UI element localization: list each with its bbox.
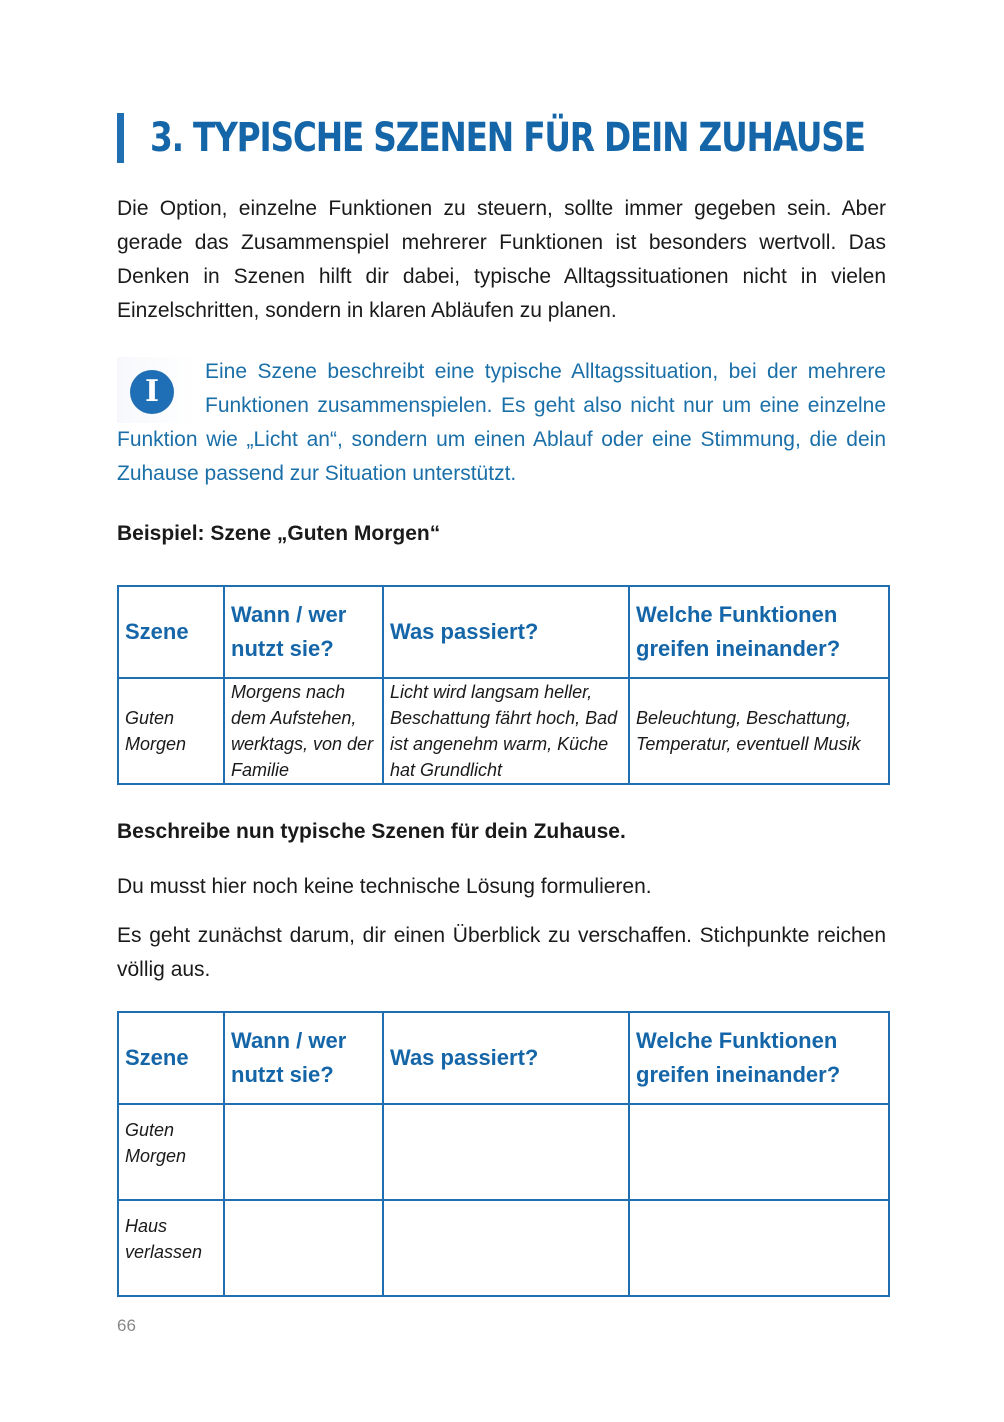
header-when-who: Wann / wer nutzt sie? — [224, 1012, 383, 1104]
cell-functions[interactable] — [629, 1104, 889, 1200]
heading-accent-bar — [117, 113, 124, 163]
table-row — [118, 1104, 889, 1200]
task-paragraph-2: Es geht zunächst darum, dir einen Überblick zu verschaffen. Stichpunkte reichen völlig aus. — [117, 924, 886, 981]
chapter-heading — [117, 112, 1004, 164]
cell-scene: Haus verlassen — [118, 1200, 224, 1296]
intro-paragraph: Die Option, einzelne Funktionen zu steuern, sollte immer gegeben sein. Aber gerade das Zusammenspiel mehrerer Funktionen ist besonders wertvoll. Das Denken in Szenen hilft dir dabei, typische Alltagssituationen nicht in vielen Einzelschritten, sondern in klaren Abläufen zu planen. — [117, 197, 886, 322]
table-header-row — [118, 586, 889, 678]
cell-what-happens[interactable] — [383, 1200, 629, 1296]
header-what-happens: Was passiert? — [383, 586, 629, 678]
table-header-row — [118, 1012, 889, 1104]
header-when-who: Wann / wer nutzt sie? — [224, 586, 383, 678]
example-heading: Beispiel: Szene „Guten Morgen“ — [117, 522, 441, 545]
table-row — [118, 1200, 889, 1296]
cell-when-who: Morgens nach dem Aufstehen, werktags, von der Familie — [224, 678, 383, 784]
table-row — [118, 678, 889, 784]
header-functions: Welche Funktionen greifen ineinander? — [629, 1012, 889, 1104]
cell-functions[interactable] — [629, 1200, 889, 1296]
header-scene: Szene — [118, 1012, 224, 1104]
info-icon: I — [130, 370, 174, 414]
task-heading: Beschreibe nun typische Szenen für dein Zuhause. — [117, 820, 626, 843]
cell-functions: Beleuchtung, Beschattung, Temperatur, eventuell Musik — [629, 678, 889, 784]
info-icon-container — [117, 357, 197, 423]
page-number: 66 — [117, 1316, 136, 1335]
info-box — [117, 355, 886, 491]
info-box-text: Eine Szene beschreibt eine typische Alltagssituation, bei der mehrere Funktionen zusammenspielen. Es geht also nicht nur um eine einzelne Funktion wie „Licht an“, sondern um einen Ablauf oder eine Stimmung, die dein Zuhause passend zur Situation unterstützt. — [117, 360, 886, 485]
cell-scene: Guten Morgen — [118, 1104, 224, 1200]
cell-what-happens: Licht wird langsam heller, Beschattung fährt hoch, Bad ist angenehm warm, Küche hat Grundlicht — [383, 678, 629, 784]
cell-when-who[interactable] — [224, 1200, 383, 1296]
task-paragraph-1: Du musst hier noch keine technische Lösung formulieren. — [117, 875, 652, 898]
header-scene: Szene — [118, 586, 224, 678]
cell-what-happens[interactable] — [383, 1104, 629, 1200]
cell-when-who[interactable] — [224, 1104, 383, 1200]
example-table — [117, 585, 890, 785]
header-what-happens: Was passiert? — [383, 1012, 629, 1104]
cell-scene: Guten Morgen — [118, 678, 224, 784]
chapter-title: 3. TYPISCHE SZENEN FÜR DEIN ZUHAUSE — [150, 115, 865, 161]
header-functions: Welche Funktionen greifen ineinander? — [629, 586, 889, 678]
worksheet-table — [117, 1011, 890, 1297]
